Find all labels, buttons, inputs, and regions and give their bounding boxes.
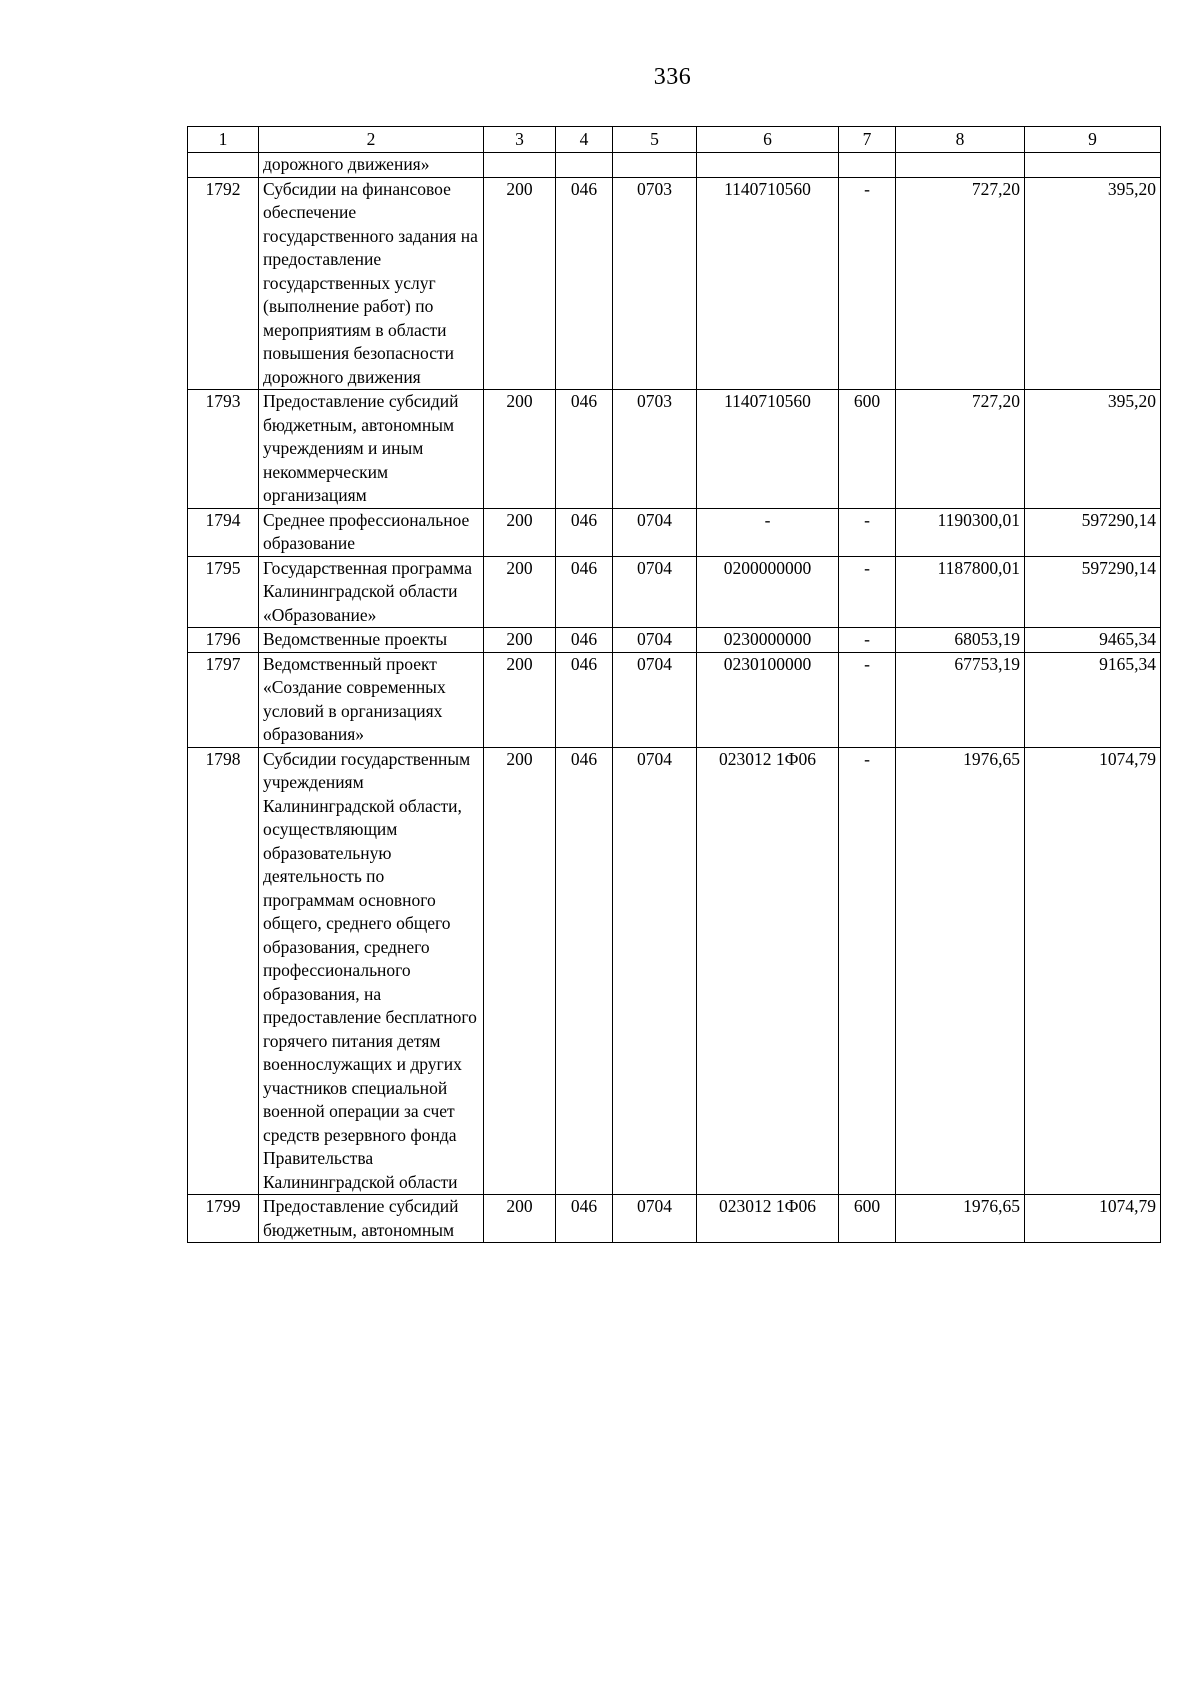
table-row	[188, 1195, 1161, 1243]
row-c6: -	[697, 508, 839, 556]
row-c7: -	[839, 628, 896, 653]
row-name: Субсидии на финансовое обеспечение государственного задания на предоставление государственных услуг (выполнение работ) по мероприятиям в области повышения безопасности дорожного движения	[259, 177, 484, 390]
row-c8: 1187800,01	[896, 556, 1025, 628]
row-number: 1795	[188, 556, 259, 628]
row-c8: 727,20	[896, 390, 1025, 509]
row-c6: 0230100000	[697, 652, 839, 747]
row-c5: 0704	[613, 1195, 697, 1243]
column-header: 6	[697, 127, 839, 153]
row-c9: 9465,34	[1025, 628, 1161, 653]
row-c5: 0704	[613, 628, 697, 653]
row-number: 1792	[188, 177, 259, 390]
row-c4: 046	[556, 556, 613, 628]
row-c6: 023012 1Ф06	[697, 747, 839, 1195]
row-name: Предоставление субсидий бюджетным, автономным учреждениям и иным некоммерческим организациям	[259, 390, 484, 509]
row-c9: 597290,14	[1025, 508, 1161, 556]
row-c7: -	[839, 177, 896, 390]
column-header: 4	[556, 127, 613, 153]
column-header: 1	[188, 127, 259, 153]
row-c6: 0230000000	[697, 628, 839, 653]
budget-table	[187, 126, 1161, 1243]
row-number: 1797	[188, 652, 259, 747]
header-row	[188, 127, 1161, 153]
row-c3: 200	[484, 508, 556, 556]
row-c7: -	[839, 508, 896, 556]
table-row	[188, 628, 1161, 653]
row-number: 1799	[188, 1195, 259, 1243]
row-c3: 200	[484, 556, 556, 628]
row-c4: 046	[556, 177, 613, 390]
table-row	[188, 153, 1161, 178]
row-c8: 67753,19	[896, 652, 1025, 747]
row-c5	[613, 153, 697, 178]
row-c7: 600	[839, 390, 896, 509]
table-row	[188, 508, 1161, 556]
row-c3: 200	[484, 390, 556, 509]
row-c3: 200	[484, 652, 556, 747]
row-name: Государственная программа Калининградской области «Образование»	[259, 556, 484, 628]
column-header: 2	[259, 127, 484, 153]
row-c6: 1140710560	[697, 390, 839, 509]
row-c3: 200	[484, 628, 556, 653]
table-row	[188, 177, 1161, 390]
row-number: 1793	[188, 390, 259, 509]
row-c3: 200	[484, 1195, 556, 1243]
table-row	[188, 390, 1161, 509]
row-name: Ведомственные проекты	[259, 628, 484, 653]
row-name: Субсидии государственным учреждениям Калининградской области, осуществляющим образовательную деятельность по программам основного общего, среднего общего образования, среднего профессионального образования, на предоставление бесплатного горячего питания детям военнослужащих и других участников специальной военной операции за счет средств резервного фонда Правительства Калининградской области	[259, 747, 484, 1195]
row-c7	[839, 153, 896, 178]
row-c7: 600	[839, 1195, 896, 1243]
row-c9: 395,20	[1025, 177, 1161, 390]
row-c4	[556, 153, 613, 178]
row-c6: 023012 1Ф06	[697, 1195, 839, 1243]
row-c5: 0703	[613, 390, 697, 509]
row-c3	[484, 153, 556, 178]
row-c4: 046	[556, 390, 613, 509]
row-c8: 727,20	[896, 177, 1025, 390]
row-number: 1796	[188, 628, 259, 653]
row-number: 1798	[188, 747, 259, 1195]
column-header: 9	[1025, 127, 1161, 153]
row-c6: 1140710560	[697, 177, 839, 390]
table-row	[188, 652, 1161, 747]
row-c5: 0704	[613, 652, 697, 747]
row-c9: 395,20	[1025, 390, 1161, 509]
row-c4: 046	[556, 628, 613, 653]
row-c8	[896, 153, 1025, 178]
row-c5: 0704	[613, 747, 697, 1195]
row-c9: 597290,14	[1025, 556, 1161, 628]
row-c3: 200	[484, 177, 556, 390]
row-number	[188, 153, 259, 178]
row-c9: 1074,79	[1025, 1195, 1161, 1243]
column-header: 7	[839, 127, 896, 153]
row-c4: 046	[556, 747, 613, 1195]
row-c4: 046	[556, 508, 613, 556]
row-c5: 0704	[613, 556, 697, 628]
row-name: Предоставление субсидий бюджетным, автономным	[259, 1195, 484, 1243]
row-c8: 1976,65	[896, 1195, 1025, 1243]
row-c6	[697, 153, 839, 178]
row-number: 1794	[188, 508, 259, 556]
row-c6: 0200000000	[697, 556, 839, 628]
row-name: дорожного движения»	[259, 153, 484, 178]
row-name: Ведомственный проект «Создание современных условий в организациях образования»	[259, 652, 484, 747]
row-c5: 0704	[613, 508, 697, 556]
page-number: 336	[653, 64, 692, 90]
row-c8: 1190300,01	[896, 508, 1025, 556]
row-c5: 0703	[613, 177, 697, 390]
table-row	[188, 556, 1161, 628]
row-c7: -	[839, 747, 896, 1195]
row-c9	[1025, 153, 1161, 178]
column-header: 5	[613, 127, 697, 153]
row-c7: -	[839, 652, 896, 747]
row-c8: 68053,19	[896, 628, 1025, 653]
row-c9: 9165,34	[1025, 652, 1161, 747]
row-c8: 1976,65	[896, 747, 1025, 1195]
column-header: 8	[896, 127, 1025, 153]
column-header: 3	[484, 127, 556, 153]
table-row	[188, 747, 1161, 1195]
row-c7: -	[839, 556, 896, 628]
row-c4: 046	[556, 1195, 613, 1243]
row-c4: 046	[556, 652, 613, 747]
row-c3: 200	[484, 747, 556, 1195]
row-name: Среднее профессиональное образование	[259, 508, 484, 556]
row-c9: 1074,79	[1025, 747, 1161, 1195]
